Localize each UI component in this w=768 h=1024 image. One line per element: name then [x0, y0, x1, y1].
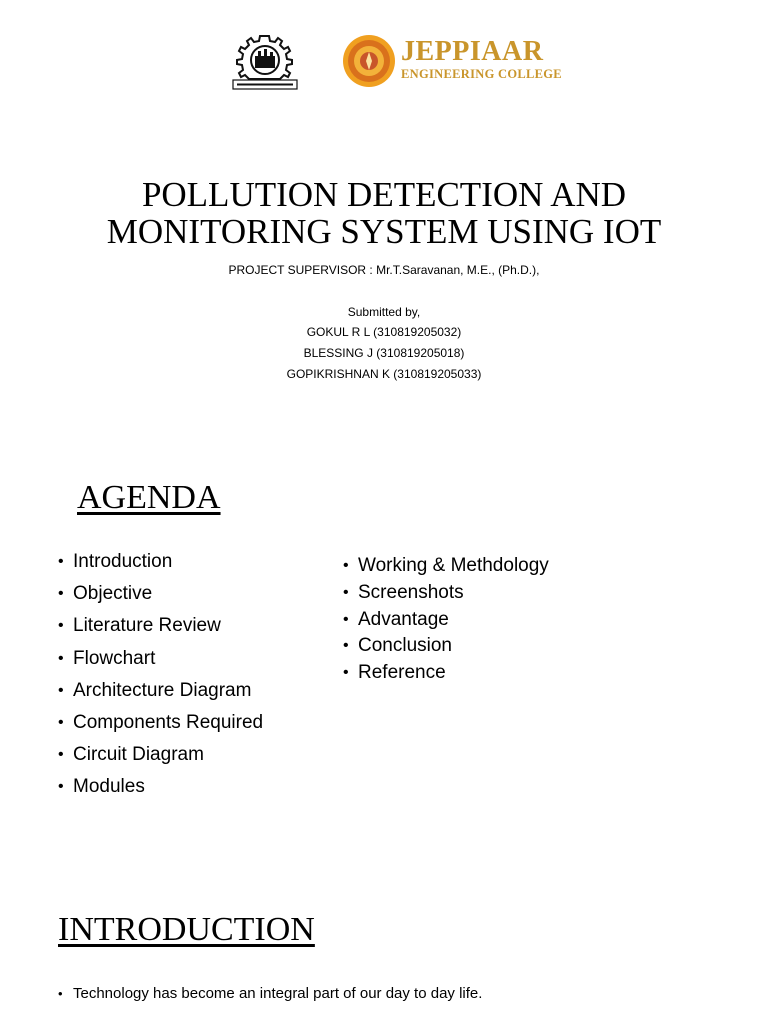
- agenda-list-right: [343, 555, 549, 689]
- introduction-heading: INTRODUCTION: [58, 911, 315, 948]
- anna-university-logo: [229, 32, 301, 92]
- agenda-heading: AGENDA: [77, 479, 221, 516]
- college-subtitle: ENGINEERING COLLEGE: [401, 67, 562, 81]
- list-item: • Circuit Diagram: [58, 744, 263, 776]
- introduction-list: [58, 985, 482, 1003]
- list-item: • Technology has become an integral part of our day to day life.: [58, 985, 482, 1003]
- member-3: GOPIKRISHNAN K (310819205033): [286, 367, 482, 381]
- member-2: BLESSING J (310819205018): [303, 346, 465, 360]
- list-item: • Reference: [343, 662, 549, 689]
- list-item: • Introduction: [58, 551, 263, 583]
- jeppiaar-seal-logo: [342, 33, 396, 89]
- list-item: • Components Required: [58, 712, 263, 744]
- list-item: • Screenshots: [343, 582, 549, 609]
- list-item: • Architecture Diagram: [58, 680, 263, 712]
- list-item: • Working & Methdology: [343, 555, 549, 582]
- college-name: JEPPIAAR: [401, 36, 544, 67]
- title-line-2: MONITORING SYSTEM USING IOT: [106, 212, 662, 251]
- submitted-by-label: Submitted by,: [347, 305, 421, 319]
- member-1: GOKUL R L (310819205032): [306, 325, 462, 339]
- list-item: • Flowchart: [58, 648, 263, 680]
- list-item: • Objective: [58, 583, 263, 615]
- list-item: • Modules: [58, 776, 263, 808]
- agenda-list-left: [58, 551, 263, 809]
- project-supervisor: PROJECT SUPERVISOR : Mr.T.Saravanan, M.E., (Ph.D.),: [228, 263, 540, 277]
- list-item: • Conclusion: [343, 635, 549, 662]
- title-line-1: POLLUTION DETECTION AND: [141, 175, 627, 214]
- list-item: • Advantage: [343, 609, 549, 636]
- list-item: • Literature Review: [58, 615, 263, 647]
